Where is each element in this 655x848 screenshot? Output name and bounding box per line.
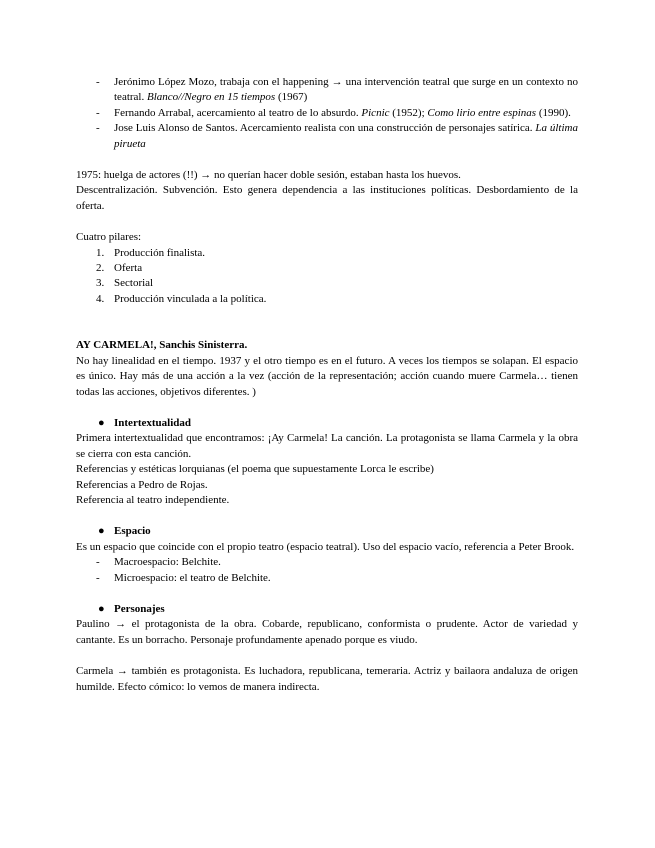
carmela-intro: No hay linealidad en el tiempo. 1937 y el otro tiempo es en el futuro. A veces los tiempos se solapan. El espacio es único. Hay más de una acción a la vez (acción de la representación; acción cuando muere Carmela… tienen todas las acciones, objetivos diferentes. ) — [76, 354, 578, 398]
list-item — [76, 246, 578, 261]
list-item — [76, 261, 578, 276]
list-marker: - — [96, 571, 100, 584]
subheading-personajes — [76, 602, 578, 617]
work-year: (1952); — [389, 106, 428, 119]
subheading-label: Espacio — [114, 525, 151, 538]
list-marker: 3. — [96, 277, 105, 290]
list-marker: - — [96, 556, 100, 569]
espacio-item-text: Macroespacio: Belchite. — [114, 556, 221, 569]
list-item — [76, 276, 578, 291]
author-text: Jose Luis Alonso de Santos. Acercamiento realista con una construcción de personajes satírica. — [114, 122, 536, 135]
subheading-label: Intertextualidad — [114, 416, 191, 429]
bullet-icon: ● — [98, 416, 105, 429]
work-title: La última pirueta — [114, 122, 578, 150]
work-title: Como lirio entre espinas — [427, 106, 537, 119]
espacio-list — [76, 555, 578, 586]
subheading-label: Personajes — [114, 602, 165, 615]
list-item — [76, 571, 578, 586]
intertext-line: Referencias a Pedro de Rojas. — [76, 478, 208, 491]
pillar-text: Sectorial — [114, 277, 154, 290]
list-marker: - — [96, 76, 100, 88]
pillar-text: Producción finalista. — [114, 246, 206, 259]
work-title: Blanco//Negro en 15 tiempos — [146, 91, 276, 104]
work-year: (1990). — [536, 106, 571, 119]
author-text: Fernando Arrabal, acercamiento al teatro de lo absurdo. — [114, 106, 362, 119]
pillar-text: Oferta — [114, 262, 143, 275]
bullet-icon: ● — [98, 525, 105, 538]
decentralization-paragraph: Descentralización. Subvención. Esto genera dependencia a las instituciones políticas. Desbordamiento de la oferta. — [76, 184, 578, 212]
list-marker: 1. — [96, 246, 105, 259]
list-item — [76, 106, 578, 121]
list-item — [76, 555, 578, 570]
intertext-line: Primera intertextualidad que encontramos: ¡Ay Carmela! La canción. La protagonista se llama Carmela y la obra se cierra con esta canción. — [76, 432, 578, 460]
espacio-item-text: Microespacio: el teatro de Belchite. — [114, 571, 271, 584]
pillars-intro: Cuatro pilares: — [76, 231, 142, 244]
pillar-text: Producción vinculada a la política. — [114, 292, 267, 305]
author-text: Jerónimo López Mozo, trabaja con el happening → una intervención teatral que surge en un contexto no teatral. — [114, 76, 578, 104]
intertext-line: Referencias y estéticas lorquianas (el poema que supuestamente Lorca le escribe) — [76, 463, 434, 476]
list-item — [76, 121, 578, 152]
list-marker: 4. — [96, 292, 105, 305]
list-marker: - — [96, 122, 100, 135]
list-marker: 2. — [96, 262, 105, 275]
intertext-line: Referencia al teatro independiente. — [76, 493, 230, 506]
list-marker: - — [96, 106, 100, 119]
espacio-text: Es un espacio que coincide con el propio teatro (espacio teatral). Uso del espacio vacío, referencia a Peter Brook. — [76, 540, 575, 553]
work-title: Picnic — [361, 106, 390, 119]
section-heading: AY CARMELA!, Sanchis Sinisterra. — [76, 339, 248, 352]
carmela-paragraph: Carmela → también es protagonista. Es luchadora, republicana, temeraria. Actriz y bailaora andaluza de origen humilde. Efecto cómico: lo vemos de manera indirecta. — [76, 665, 578, 693]
bullet-icon: ● — [98, 602, 105, 615]
strike-paragraph: 1975: huelga de actores (!!) → no querían hacer doble sesión, estaban hasta los huevos. — [76, 169, 461, 182]
list-item — [76, 292, 578, 307]
list-item — [76, 75, 578, 106]
paulino-paragraph: Paulino → el protagonista de la obra. Cobarde, republicano, conformista o prudente. Actor de variedad y cantante. Es un borracho. Personaje profundamente apenado porque es viudo. — [76, 618, 578, 646]
subheading-espacio — [76, 524, 578, 539]
document-body — [76, 75, 578, 695]
work-year: (1967) — [275, 91, 308, 104]
authors-list — [76, 75, 578, 152]
subheading-intertextualidad — [76, 416, 578, 431]
pillars-list — [76, 246, 578, 308]
